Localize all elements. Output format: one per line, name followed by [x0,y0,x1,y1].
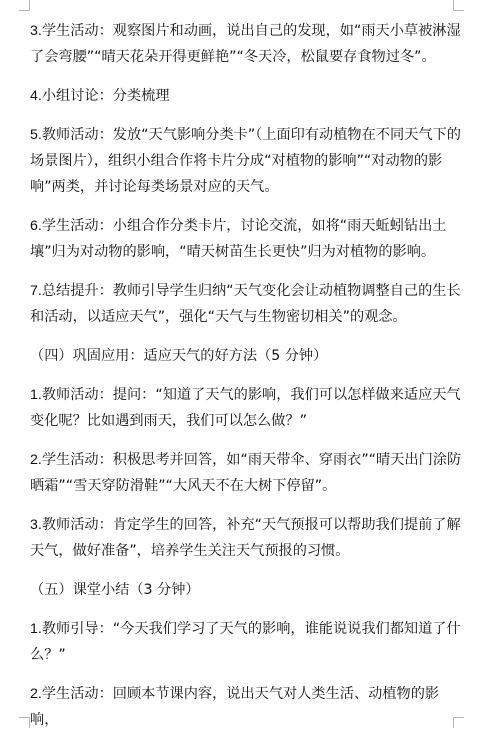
paragraph-teacher-question-1: 1.教师活动：提问：“知道了天气的影响，我们可以怎样做来适应天气变化呢？比如遇到雨天，我们可以怎么做？” [30,387,461,429]
paragraph-teacher-affirm-3: 3.教师活动：肯定学生的回答，补充“天气预报可以帮助我们提前了解天气，做好准备”，培养学生关注天气预报的习惯。 [30,517,461,559]
paragraph-student-answer-2: 2.学生活动：积极思考并回答，如“雨天带伞、穿雨衣”“晴天出门涂防晒霜”“雪天穿防滑鞋”“大风天不在大树下停留”。 [30,452,462,494]
section-heading-lesson-summary: （五）课堂小结（3 分钟） [30,582,200,598]
crop-mark-top-right [453,0,464,11]
paragraph-summary-7: 7.总结提升：教师引导学生归纳“天气变化会让动植物调整自己的生长和活动，以适应天气”，强化“天气与生物密切相关”的观念。 [30,283,461,325]
paragraph-group-discussion: 4.小组讨论：分类梳理 [30,88,170,104]
crop-mark-top-left [19,0,30,11]
crop-mark-bottom-left [19,717,30,728]
paragraph-student-review-2: 2.学生活动：回顾本节课内容，说出天气对人类生活、动植物的影响， [30,686,440,728]
paragraph-student-activity-6: 6.学生活动：小组合作分类卡片，讨论交流，如将“雨天蚯蚓钻出土壤”归为对动物的影响，“晴天树苗生长更快”归为对植物的影响。 [30,218,447,260]
paragraph-teacher-guide-1: 1.教师引导：“今天我们学习了天气的影响，谁能说说我们都知道了什么？” [30,621,461,663]
document-body [30,18,462,733]
section-heading-consolidation: （四）巩固应用：适应天气的好方法（5 分钟） [30,348,328,364]
paragraph-teacher-activity-5: 5.教师活动：发放“天气影响分类卡”（上面印有动植物在不同天气下的场景图片），组织小组合作将卡片分成“对植物的影响”“对动物的影响”两类，并讨论每类场景对应的天气。 [30,127,461,195]
paragraph-student-activity-3: 3.学生活动：观察图片和动画，说出自己的发现，如“雨天小草被淋湿了会弯腰”“晴天花朵开得更鲜艳”“冬天冷，松鼠要存食物过冬”。 [30,23,461,65]
